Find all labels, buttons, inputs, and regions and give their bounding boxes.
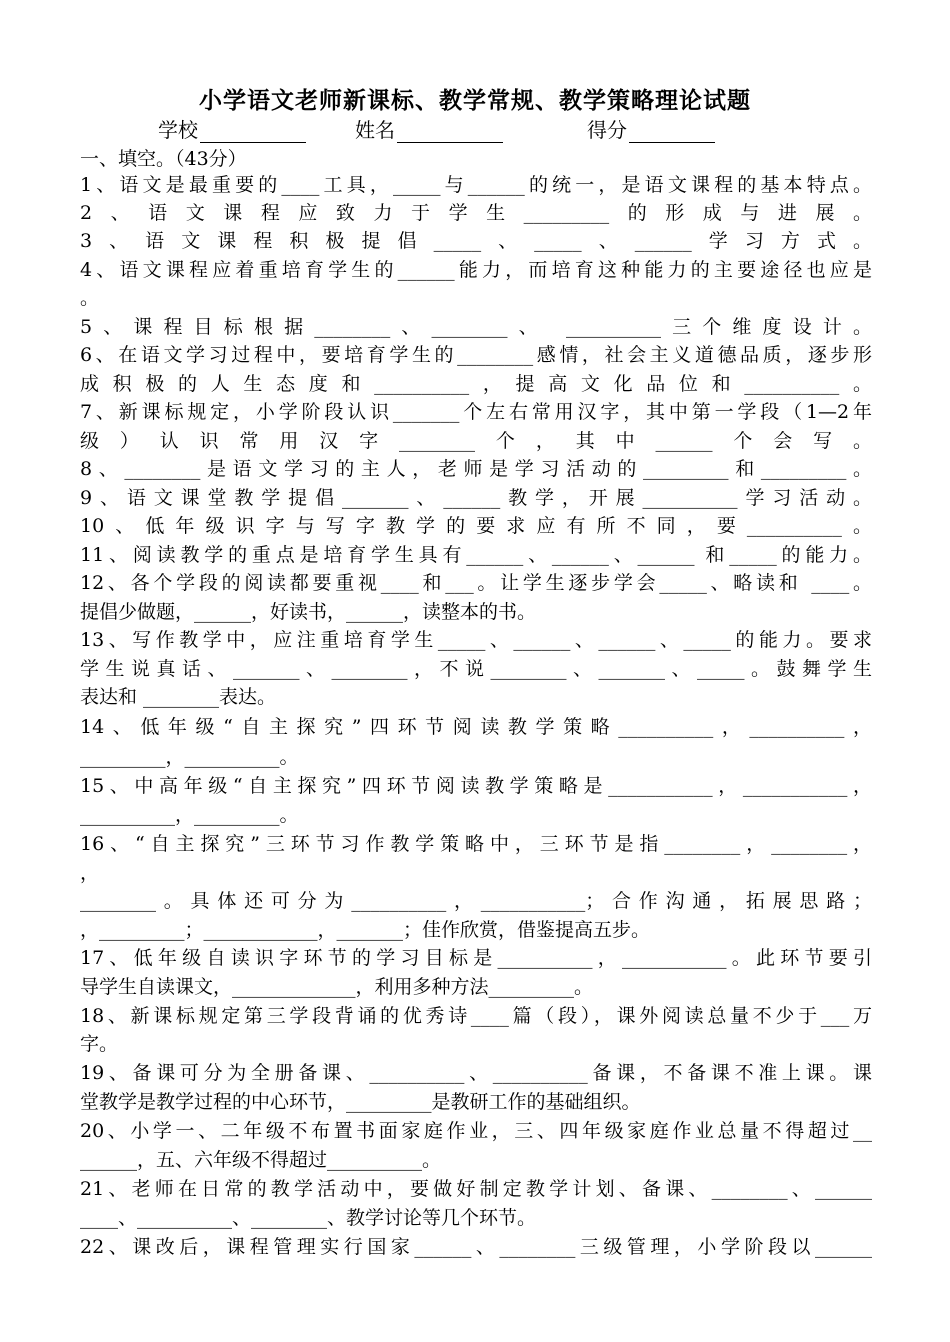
question-line: 8、________是语文学习的主人，老师是学习活动的_________和_________。 <box>80 458 872 480</box>
question-line: ________。具体还可分为__________，___________；合作沟通，拓展思路； <box>80 890 872 912</box>
question-line: 11、阅读教学的重点是培育学生具有______、______、______ 和_____的能力。 <box>80 544 872 566</box>
question-line: ____、__________、________、教学讨论等几个环节。 <box>80 1207 537 1229</box>
question-line: 2、语文课程应致力于学生_________的形成与进展。 <box>80 202 872 224</box>
school-blank <box>200 120 306 143</box>
question-line: 14、低年级“自主探究”四环节阅读教学策略__________，__________， <box>80 716 872 738</box>
question-line: 字。 <box>80 1033 119 1055</box>
question-line: _________，__________。 <box>80 746 299 768</box>
name-blank <box>397 120 503 143</box>
question-line: 17、低年级自读识字环节的学习目标是__________，___________。此环节要引 <box>80 947 872 969</box>
question-line: __________，_________。 <box>80 804 299 826</box>
question-line: 13、写作教学中，应注重培育学生_____、______、______、_____的能力。要求 <box>80 629 872 651</box>
school-label: 学校 <box>158 118 198 142</box>
score-field <box>587 114 715 143</box>
name-field <box>355 114 503 143</box>
question-line: 3、语文课程积极提倡_____、_____、______学习方式。 <box>80 230 872 252</box>
question-line: 。 <box>80 287 100 309</box>
question-line: 4、语文课程应着重培育学生的______能力，而培育这种能力的主要途径也应是 <box>80 259 872 281</box>
student-info-row <box>0 114 950 144</box>
question-line: ______，五、六年级不得超过__________。 <box>80 1149 442 1171</box>
question-line: 学生说真话、_______、________，不说________、_______、_____。鼓舞学生 <box>80 658 872 680</box>
question-line: 22、课改后，课程管理实行国家______、________三级管理，小学阶段以______ <box>80 1236 872 1258</box>
score-blank <box>629 120 715 143</box>
question-line: 级）认识常用汉字________个，其中______个会写。 <box>80 430 872 452</box>
page-title: 小学语文老师新课标、教学常规、教学策略理论试题 <box>199 87 751 114</box>
score-label: 得分 <box>587 118 627 142</box>
question-line: 16、“自主探究”三环节习作教学策略中，三环节是指________，________， <box>80 833 872 855</box>
name-label: 姓名 <box>355 118 395 142</box>
question-line: 成积极的人生态度和__________，提高文化品位和__________。 <box>80 373 872 395</box>
question-line: 1、语文是最重要的____工具，_____与______的统一，是语文课程的基本特点。 <box>80 174 872 196</box>
question-line: 19、备课可分为全册备课、__________、__________备课，不备课不准上课。课 <box>80 1062 872 1084</box>
question-line: 导学生自读课文，_____________，利用多种方法_________。 <box>80 976 594 998</box>
section-heading: 一、填空。（43分） <box>80 148 247 170</box>
question-line: 18、新课标规定第三学段背诵的优秀诗____篇（段），课外阅读总量不少于___万 <box>80 1005 872 1027</box>
question-line: 表达和 ________表达。 <box>80 686 277 708</box>
school-field <box>158 114 306 143</box>
question-line: 15、中高年级“自主探究”四环节阅读教学策略是___________，___________， <box>80 775 872 797</box>
question-line: 堂教学是教学过程的中心环节，_________是教研工作的基础组织。 <box>80 1091 641 1113</box>
question-line: 10、低年级识字与写字教学的要求应有所不同，要__________。 <box>80 515 872 537</box>
question-line: 5、课程目标根据________、________、 __________三个维度设计。 <box>80 316 872 338</box>
question-line: ， <box>80 862 100 884</box>
question-line: 7、新课标规定，小学阶段认识_______个左右常用汉字，其中第一学段（1—2年 <box>80 401 872 423</box>
question-line: 6、在语文学习过程中，要培育学生的________感情，社会主义道德品质，逐步形 <box>80 344 872 366</box>
question-line: ，_________；____________，_______；佳作欣赏，借鉴提高五步。 <box>80 919 651 941</box>
question-line: 12、各个学段的阅读都要重视____和___。让学生逐步学会_____、略读和 ____。 <box>80 572 872 594</box>
question-line: 20、小学一、二年级不布置书面家庭作业，三、四年级家庭作业总量不得超过__ <box>80 1120 872 1142</box>
question-line: 9、语文课堂教学提倡_______、______教学，开展__________学习活动。 <box>80 487 872 509</box>
question-line: 提倡少做题，______，好读书，______，读整本的书。 <box>80 601 537 623</box>
question-line: 21、老师在日常的教学活动中，要做好制定教学计划、备课、________、______ <box>80 1178 872 1200</box>
